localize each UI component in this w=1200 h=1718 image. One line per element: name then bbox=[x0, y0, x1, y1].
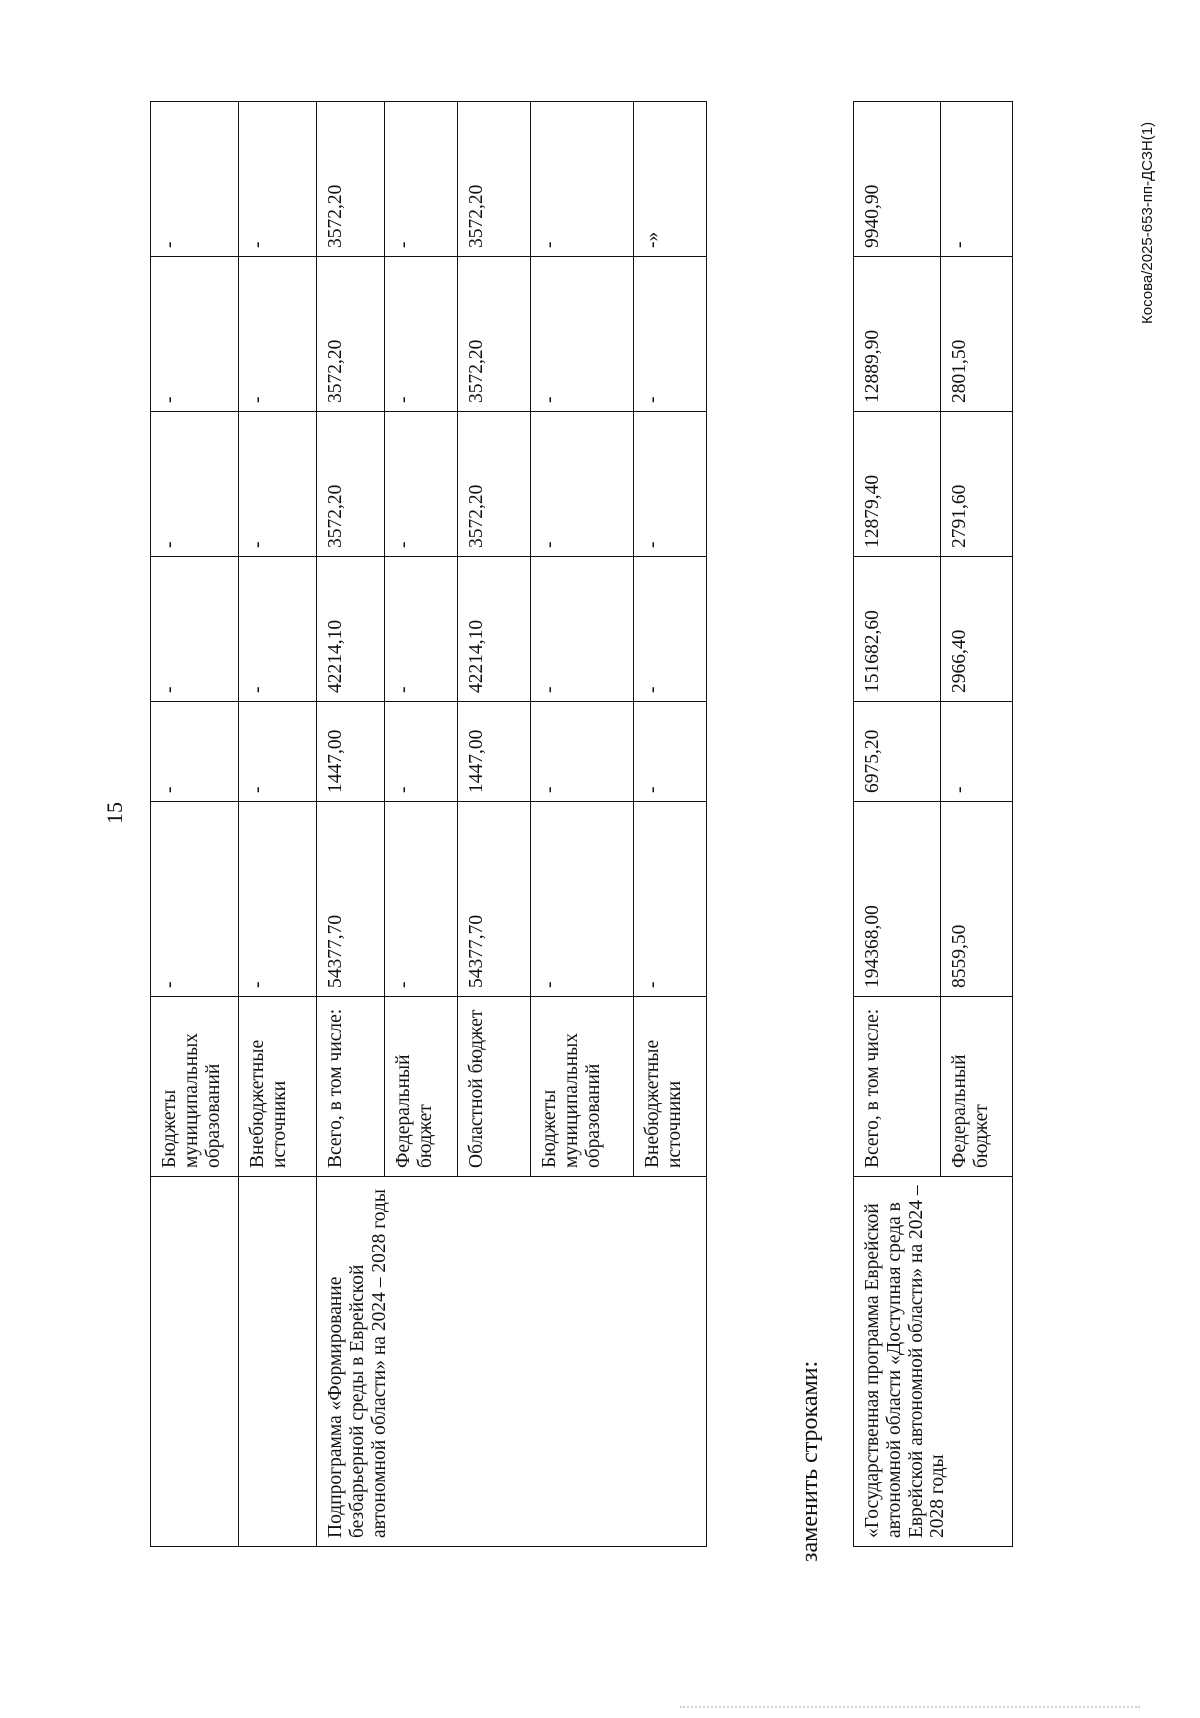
year-cell: - bbox=[239, 412, 317, 557]
source-cell: Всего, в том числе: bbox=[854, 997, 941, 1177]
year-cell: - bbox=[941, 702, 1013, 802]
document-code: Косова/2025-653-пп-ДСЗН(1) bbox=[1139, 121, 1156, 324]
year-cell: - bbox=[531, 702, 634, 802]
year-cell: 3572,20 bbox=[458, 102, 531, 257]
year-cell: 2966,40 bbox=[941, 557, 1013, 702]
source-cell: Бюджеты муниципальных образований bbox=[151, 997, 239, 1177]
year-cell: - bbox=[151, 412, 239, 557]
year-cell: - bbox=[239, 557, 317, 702]
page-number: 15 bbox=[102, 802, 127, 824]
year-cell: 2791,60 bbox=[941, 412, 1013, 557]
year-cell: 42214,10 bbox=[317, 557, 385, 702]
year-cell: 9940,90 bbox=[854, 102, 941, 257]
funding-table-bottom bbox=[853, 101, 1013, 1547]
year-cell: 12889,90 bbox=[854, 257, 941, 412]
year-cell: - bbox=[634, 412, 707, 557]
year-cell: 3572,20 bbox=[458, 412, 531, 557]
year-cell: 12879,40 bbox=[854, 412, 941, 557]
source-cell: Всего, в том числе: bbox=[317, 997, 385, 1177]
year-cell: - bbox=[531, 102, 634, 257]
year-cell: - bbox=[385, 257, 458, 412]
source-cell: Внебюджетные источники bbox=[239, 997, 317, 1177]
year-cell: - bbox=[634, 702, 707, 802]
table-row bbox=[239, 102, 317, 1547]
total-cell: 8559,50 bbox=[941, 802, 1013, 997]
year-cell: 3572,20 bbox=[317, 102, 385, 257]
year-cell: 6975,20 bbox=[854, 702, 941, 802]
year-cell: - bbox=[151, 102, 239, 257]
year-cell: - bbox=[385, 412, 458, 557]
scan-artifact bbox=[680, 1706, 1140, 1710]
year-cell: - bbox=[239, 102, 317, 257]
year-cell: - bbox=[531, 412, 634, 557]
total-cell: - bbox=[634, 802, 707, 997]
year-cell: - bbox=[531, 557, 634, 702]
year-cell: 3572,20 bbox=[458, 257, 531, 412]
year-cell: - bbox=[151, 702, 239, 802]
year-cell: 1447,00 bbox=[458, 702, 531, 802]
total-cell: - bbox=[151, 802, 239, 997]
total-cell: - bbox=[385, 802, 458, 997]
year-cell: - bbox=[239, 702, 317, 802]
year-cell: - bbox=[151, 557, 239, 702]
program-cell: «Государственная программа Еврейской автономной области «Доступная среда в Еврейской автономной области» на 2024 – 2028 годы bbox=[854, 1177, 1013, 1547]
year-cell: - bbox=[385, 702, 458, 802]
year-cell: 3572,20 bbox=[317, 257, 385, 412]
year-cell: - bbox=[634, 557, 707, 702]
year-cell: 42214,10 bbox=[458, 557, 531, 702]
year-cell: - bbox=[634, 257, 707, 412]
year-cell: - bbox=[385, 557, 458, 702]
year-cell: 2801,50 bbox=[941, 257, 1013, 412]
year-cell: -» bbox=[634, 102, 707, 257]
table-row bbox=[854, 102, 941, 1547]
source-cell: Внебюджетные источники bbox=[634, 997, 707, 1177]
total-cell: 194368,00 bbox=[854, 802, 941, 997]
source-cell: Бюджеты муниципальных образований bbox=[531, 997, 634, 1177]
total-cell: 54377,70 bbox=[317, 802, 385, 997]
year-cell: - bbox=[941, 102, 1013, 257]
year-cell: - bbox=[385, 102, 458, 257]
program-cell bbox=[151, 1177, 239, 1547]
total-cell: - bbox=[239, 802, 317, 997]
year-cell: 1447,00 bbox=[317, 702, 385, 802]
year-cell: - bbox=[531, 257, 634, 412]
program-cell: Подпрограмма «Формирование безбарьерной среды в Еврейской автономной области» на 2024 – 2028 годы bbox=[317, 1177, 707, 1547]
source-cell: Областной бюджет bbox=[458, 997, 531, 1177]
funding-table-top bbox=[150, 101, 707, 1547]
year-cell: 3572,20 bbox=[317, 412, 385, 557]
year-cell: - bbox=[239, 257, 317, 412]
year-cell: 151682,60 bbox=[854, 557, 941, 702]
program-cell bbox=[239, 1177, 317, 1547]
table-row bbox=[317, 102, 385, 1547]
source-cell: Федеральный бюджет bbox=[385, 997, 458, 1177]
total-cell: 54377,70 bbox=[458, 802, 531, 997]
source-cell: Федеральный бюджет bbox=[941, 997, 1013, 1177]
section-caption: заменить строками: bbox=[797, 1360, 823, 1562]
year-cell: - bbox=[151, 257, 239, 412]
total-cell: - bbox=[531, 802, 634, 997]
table-row bbox=[151, 102, 239, 1547]
